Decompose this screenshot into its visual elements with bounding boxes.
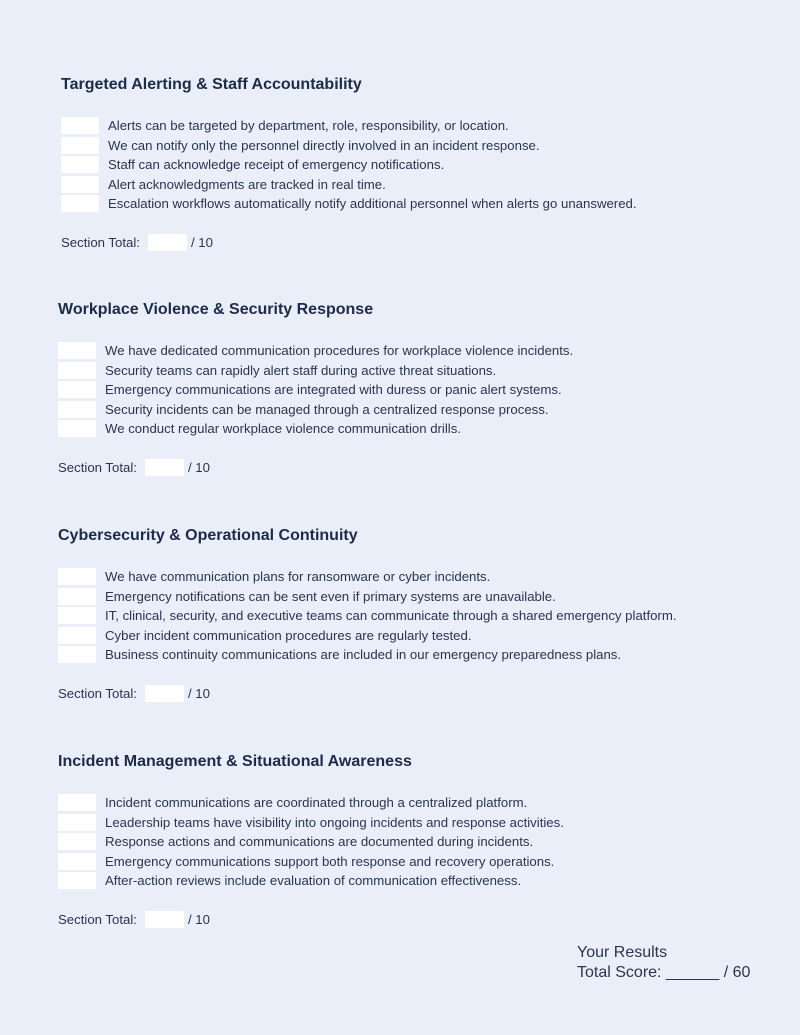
- checklist-item-text: Staff can acknowledge receipt of emergency notifications.: [108, 157, 445, 173]
- score-input-box[interactable]: [58, 853, 96, 870]
- checklist-item-text: Alert acknowledgments are tracked in real time.: [108, 176, 386, 192]
- checklist-item-text: Security teams can rapidly alert staff during active threat situations.: [105, 362, 497, 378]
- results-summary: [577, 943, 750, 982]
- section-total-label: Section Total:: [58, 686, 137, 701]
- section-incident-management: [58, 752, 758, 929]
- checklist-item-text: Escalation workflows automatically notify additional personnel when alerts go unanswered.: [108, 196, 637, 212]
- section-title: Cybersecurity & Operational Continuity: [58, 527, 358, 544]
- checklist-item-text: Emergency communications are integrated with duress or panic alert systems.: [105, 382, 562, 398]
- score-input-box[interactable]: [58, 342, 96, 359]
- score-input-box[interactable]: [58, 814, 96, 831]
- section-total-input[interactable]: [145, 459, 184, 476]
- score-input-box[interactable]: [58, 381, 96, 398]
- checklist-item: [61, 155, 761, 175]
- score-input-box[interactable]: [58, 833, 96, 850]
- section-total: [61, 234, 761, 252]
- section-total: [58, 685, 758, 703]
- checklist: [58, 567, 758, 665]
- checklist-item: [58, 626, 758, 646]
- score-input-box[interactable]: [61, 156, 99, 173]
- checklist-item-text: After-action reviews include evaluation of communication effectiveness.: [105, 873, 522, 889]
- section-total-max: / 10: [187, 460, 210, 475]
- results-heading: Your Results: [577, 944, 668, 961]
- checklist-item-text: Alerts can be targeted by department, role, responsibility, or location.: [108, 118, 509, 134]
- checklist-item: [58, 813, 758, 833]
- section-total-max: / 10: [190, 235, 213, 250]
- section-total-input[interactable]: [148, 234, 187, 251]
- section-total-max: / 10: [187, 686, 210, 701]
- checklist-item: [58, 645, 758, 665]
- checklist-item-text: Security incidents can be managed through a centralized response process.: [105, 401, 549, 417]
- checklist-item: [58, 793, 758, 813]
- checklist-item-text: We have communication plans for ransomware or cyber incidents.: [105, 569, 491, 585]
- total-score-line: Total Score: ______ / 60: [577, 963, 751, 981]
- checklist-item-text: We can notify only the personnel directly involved in an incident response.: [108, 137, 540, 153]
- checklist-item-text: Leadership teams have visibility into ongoing incidents and response activities.: [105, 814, 564, 830]
- checklist: [61, 116, 761, 214]
- checklist-item-text: Emergency notifications can be sent even if primary systems are unavailable.: [105, 588, 556, 604]
- checklist: [58, 341, 758, 439]
- score-input-box[interactable]: [58, 420, 96, 437]
- section-total-max: / 10: [187, 912, 210, 927]
- checklist-item-text: We have dedicated communication procedures for workplace violence incidents.: [105, 343, 574, 359]
- section-targeted-alerting: [61, 75, 761, 252]
- checklist-item: [58, 852, 758, 872]
- checklist-item: [58, 341, 758, 361]
- score-input-box[interactable]: [58, 362, 96, 379]
- score-input-box[interactable]: [58, 627, 96, 644]
- score-input-box[interactable]: [61, 176, 99, 193]
- score-input-box[interactable]: [61, 137, 99, 154]
- checklist-item-text: Emergency communications support both response and recovery operations.: [105, 853, 555, 869]
- score-input-box[interactable]: [58, 568, 96, 585]
- section-cybersecurity: [58, 526, 758, 703]
- section-workplace-violence: [58, 300, 758, 477]
- section-title: Incident Management & Situational Awareness: [58, 753, 412, 770]
- score-input-box[interactable]: [58, 872, 96, 889]
- section-total: [58, 459, 758, 477]
- section-title: Targeted Alerting & Staff Accountability: [61, 76, 362, 93]
- checklist-item: [61, 175, 761, 195]
- score-input-box[interactable]: [58, 607, 96, 624]
- section-total-label: Section Total:: [58, 912, 137, 927]
- checklist-item: [58, 400, 758, 420]
- score-input-box[interactable]: [61, 195, 99, 212]
- section-total-input[interactable]: [145, 685, 184, 702]
- checklist-item-text: Response actions and communications are documented during incidents.: [105, 834, 534, 850]
- score-input-box[interactable]: [58, 401, 96, 418]
- section-total: [58, 911, 758, 929]
- checklist-item: [58, 419, 758, 439]
- checklist-item: [58, 832, 758, 852]
- checklist-item-text: Cyber incident communication procedures are regularly tested.: [105, 627, 472, 643]
- score-input-box[interactable]: [58, 588, 96, 605]
- checklist-item-text: Incident communications are coordinated through a centralized platform.: [105, 795, 528, 811]
- section-total-input[interactable]: [145, 911, 184, 928]
- checklist-item: [58, 380, 758, 400]
- checklist-item: [61, 136, 761, 156]
- checklist-item: [61, 194, 761, 214]
- checklist-item: [61, 116, 761, 136]
- checklist-item-text: IT, clinical, security, and executive teams can communicate through a shared emergency platform.: [105, 608, 677, 624]
- checklist-item: [58, 567, 758, 587]
- checklist-item: [58, 587, 758, 607]
- section-title: Workplace Violence & Security Response: [58, 301, 374, 318]
- checklist: [58, 793, 758, 891]
- checklist-item: [58, 871, 758, 891]
- checklist-item-text: Business continuity communications are included in our emergency preparedness plans.: [105, 647, 622, 663]
- checklist-item: [58, 361, 758, 381]
- score-input-box[interactable]: [61, 117, 99, 134]
- section-total-label: Section Total:: [58, 460, 137, 475]
- checklist-item-text: We conduct regular workplace violence communication drills.: [105, 421, 461, 437]
- score-input-box[interactable]: [58, 794, 96, 811]
- section-total-label: Section Total:: [61, 235, 140, 250]
- score-input-box[interactable]: [58, 646, 96, 663]
- checklist-item: [58, 606, 758, 626]
